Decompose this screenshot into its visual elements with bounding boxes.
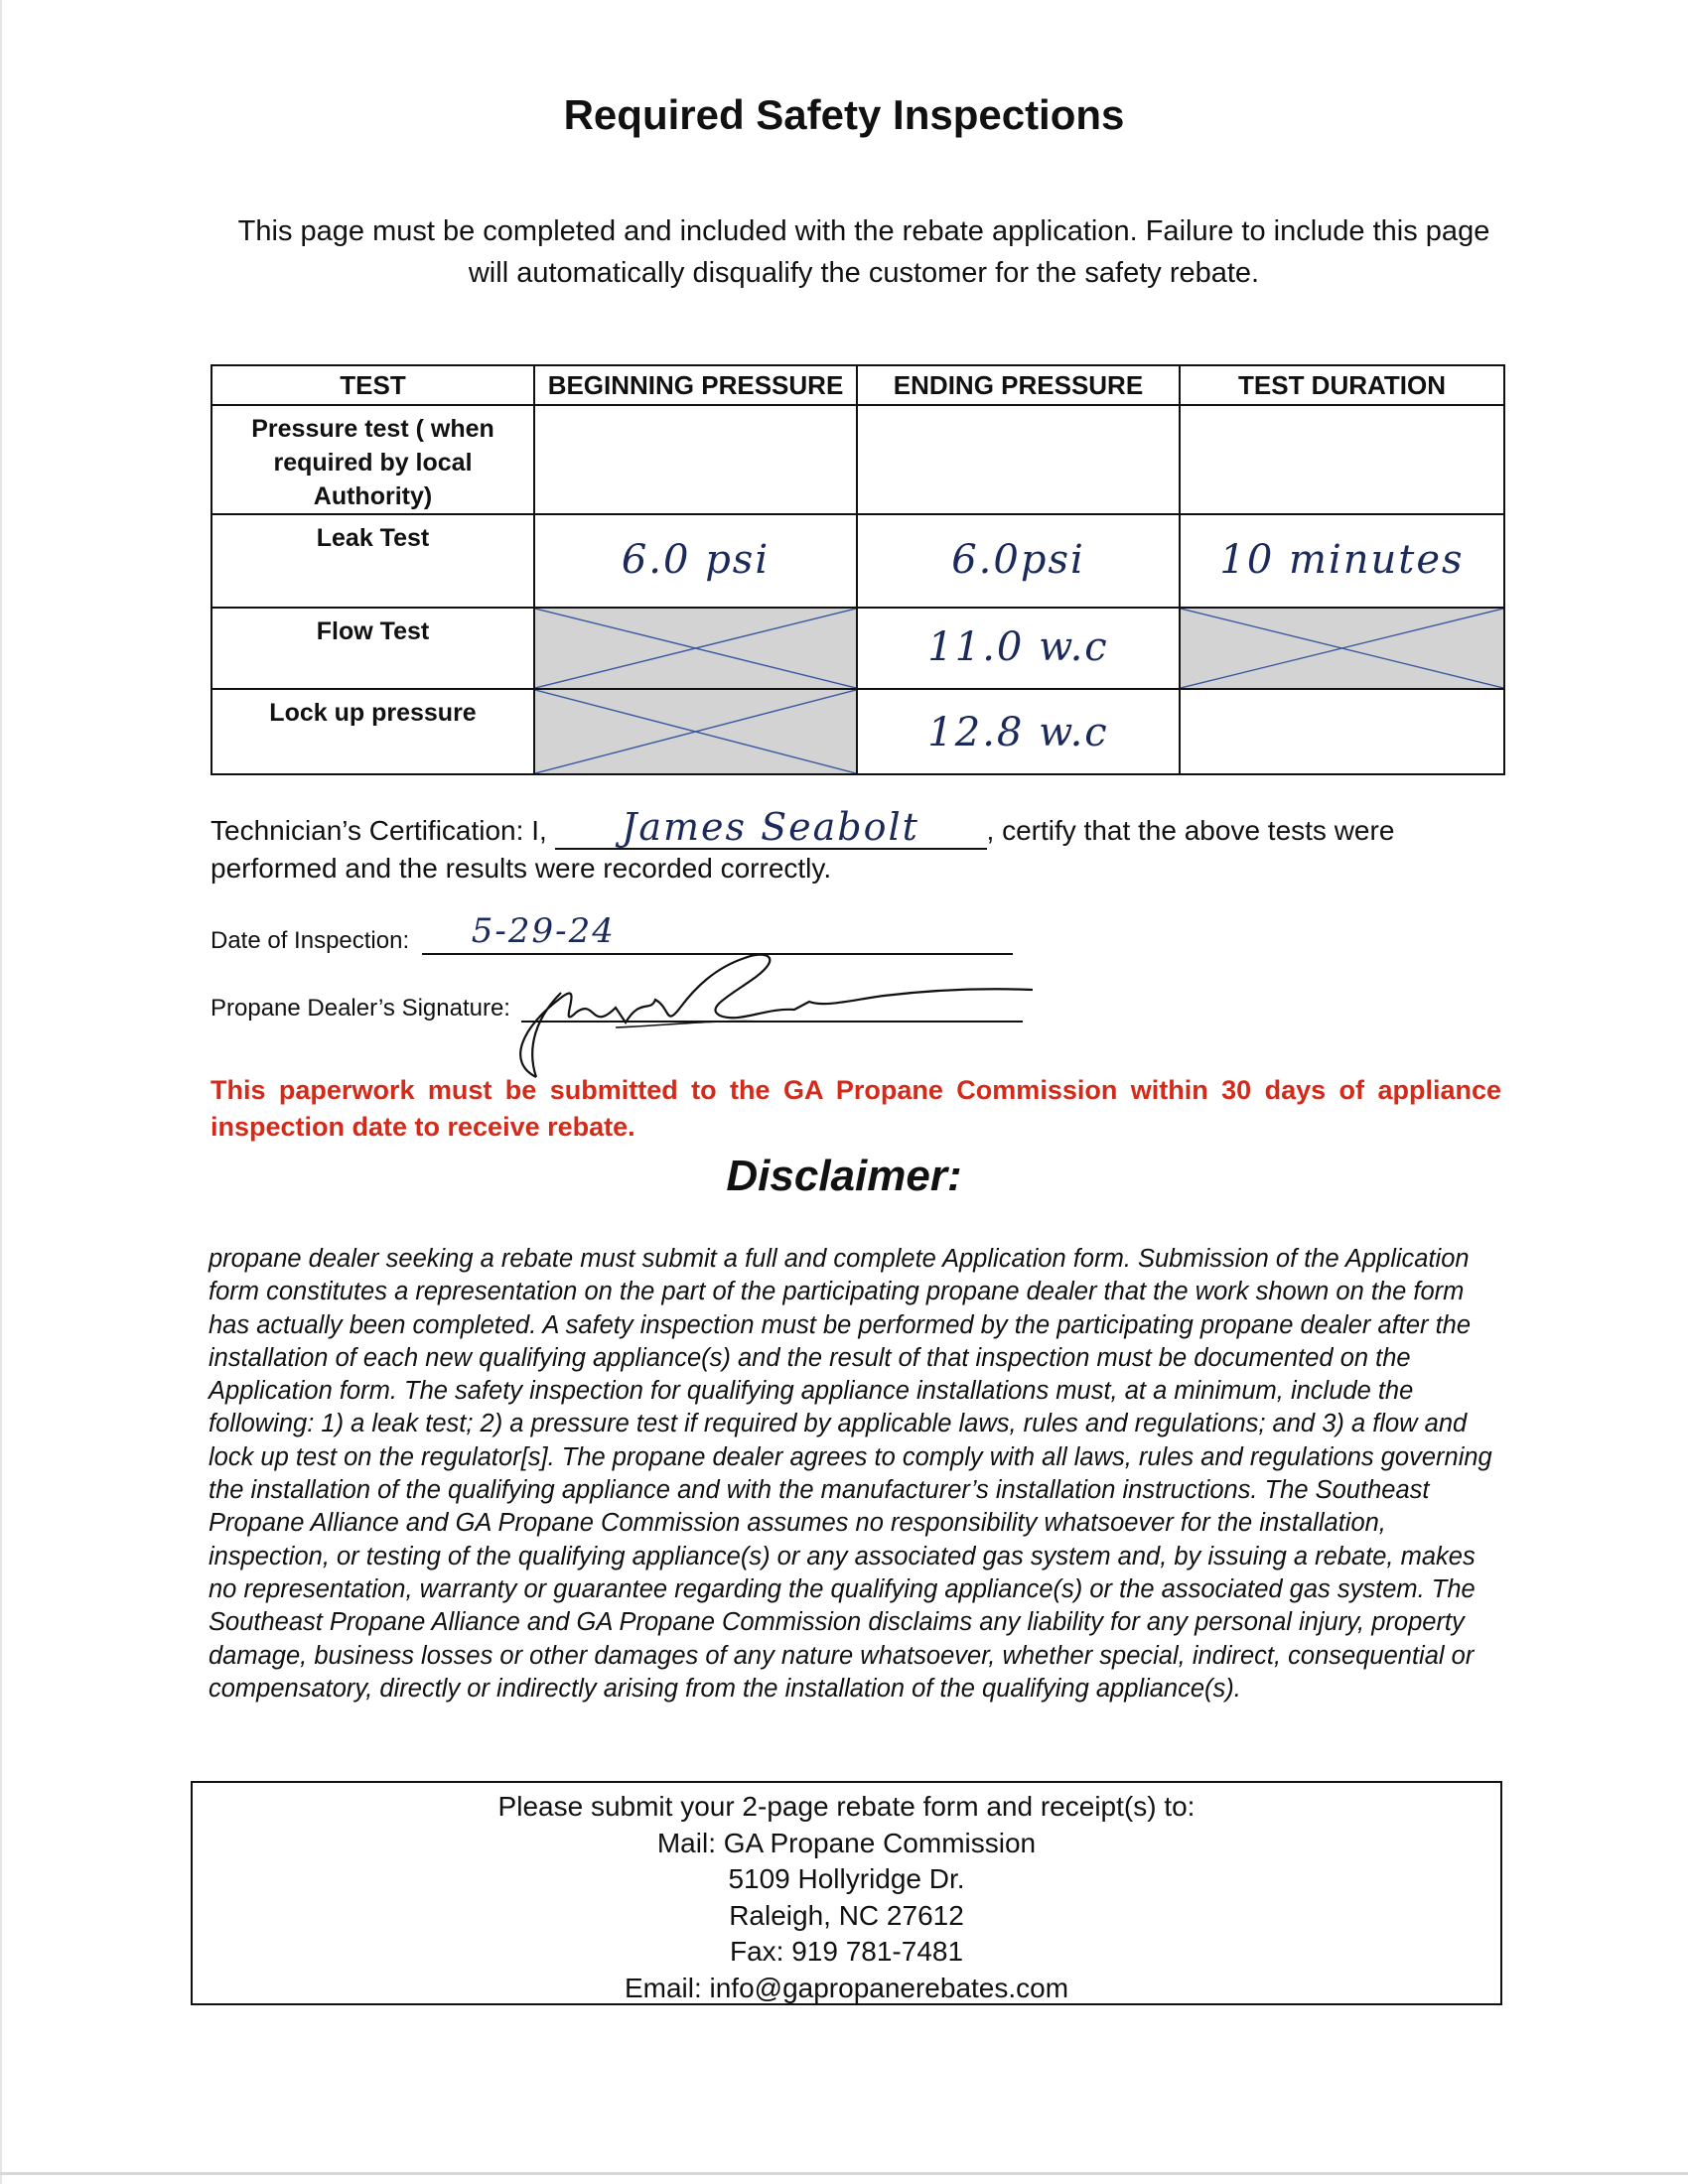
dealer-signature-label: Propane Dealer’s Signature: [211,995,510,1022]
scan-edge [0,0,2,2184]
cell-duration[interactable] [1180,689,1504,774]
disclaimer-body: propane dealer seeking a rebate must submit a full and complete Application form. Submission of the Application form constitutes a representation on the part of the participating propane dealer that the work shown on the form has actually been completed. A safety inspection must be performed by the participating propane dealer after the installation of each new qualifying appliance(s) and the result of that inspection must be documented on the Application form. The safety inspection for qualifying appliance installations must, at a minimum, include the following: 1) a leak test; 2) a pressure test if required by applicable laws, rules and regulations; and 3) a flow and lock up test on the regulator[s]. The propane dealer agrees to comply with all laws, rules and regulations governing the installation of the qualifying appliance and with the manufacturer’s installation instructions. The Southeast Propane Alliance and GA Propane Commission assumes no responsibility whatsoever for the installation, inspection, or testing of the qualifying appliance(s) or any associated gas system and, by issuing a rebate, makes no representation, warranty or guarantee regarding the qualifying appliance(s) or the associated gas system. The Southeast Propane Alliance and GA Propane Commission disclaims any liability for any personal injury, property damage, business losses or other damages of any nature whatsoever, whether special, indirect, consequential or compensatory, directly or indirectly arising from the installation of the qualifying appliance(s). [209,1245,1492,1703]
row-label: Flow Test [211,608,534,689]
submit-instruction: Please submit your 2-page rebate form and receipt(s) to: [497,1791,1196,1822]
cell-ending[interactable] [857,405,1180,514]
cell-duration-not-applicable [1180,608,1504,689]
cell-beginning-not-applicable [534,689,857,774]
cell-beginning-not-applicable [534,608,857,689]
row-label: Leak Test [211,514,534,608]
row-label: Lock up pressure [211,689,534,774]
cell-ending[interactable] [857,514,1180,608]
column-header-beginning-pressure: BEGINNING PRESSURE [534,365,857,405]
row-label: Pressure test ( when required by local Authority) [211,405,534,514]
inspection-table [211,364,1505,775]
cell-beginning[interactable] [534,405,857,514]
date-handwritten: 5-29-24 [471,911,616,951]
submission-deadline-warning: This paperwork must be submitted to the GA Propane Commission within 30 days of appliance inspection date to receive rebate. [211,1075,1501,1142]
cell-ending[interactable] [857,608,1180,689]
fax-number: Fax: 919 781-7481 [729,1936,964,1967]
handwritten-value: 10 minutes [1219,537,1465,583]
table-row-lock-up-pressure [211,689,1504,774]
not-applicable-cross [1181,609,1503,688]
mail-city: Raleigh, NC 27612 [729,1899,964,1931]
mail-recipient: Mail: GA Propane Commission [656,1827,1037,1858]
table-row-pressure-test [211,405,1504,514]
handwritten-value: 11.0 w.c [927,624,1109,670]
table-row-flow-test [211,608,1504,689]
cell-duration[interactable] [1180,405,1504,514]
table-row-leak-test [211,514,1504,608]
technician-name-handwritten: James Seabolt [622,805,919,849]
intro-text: This page must be completed and included with the rebate application. Failure to include this page will automatically disqualify the customer for the safety rebate. [237,215,1490,289]
cell-ending[interactable] [857,689,1180,774]
email-address[interactable]: Email: info@gapropanerebates.com [624,1972,1069,2003]
column-header-test-duration: TEST DURATION [1180,365,1504,405]
scan-edge [0,2172,1688,2175]
column-header-ending-pressure: ENDING PRESSURE [857,365,1180,405]
cell-beginning[interactable] [534,514,857,608]
page-title: Required Safety Inspections [563,91,1125,138]
not-applicable-cross [535,609,856,688]
submission-instructions-box [191,1781,1502,2005]
not-applicable-cross [535,690,856,773]
handwritten-value: 6.0 psi [621,537,771,583]
mail-street: 5109 Hollyridge Dr. [728,1863,965,1894]
date-of-inspection-label: Date of Inspection: [211,927,410,954]
dealer-signature-scribble [467,938,1033,1087]
table-header-row [211,365,1504,405]
handwritten-value: 6.0psi [951,537,1085,583]
handwritten-value: 12.8 w.c [927,710,1109,755]
disclaimer-heading: Disclaimer: [726,1152,962,1200]
technician-name-field[interactable] [555,805,987,850]
cell-duration[interactable] [1180,514,1504,608]
column-header-test: TEST [211,365,534,405]
certification-suffix: , certify that the above tests were performed and the results were recorded correctly. [211,815,1395,884]
technician-certification [211,805,1501,887]
certification-prefix: Technician’s Certification: I, [211,815,547,846]
